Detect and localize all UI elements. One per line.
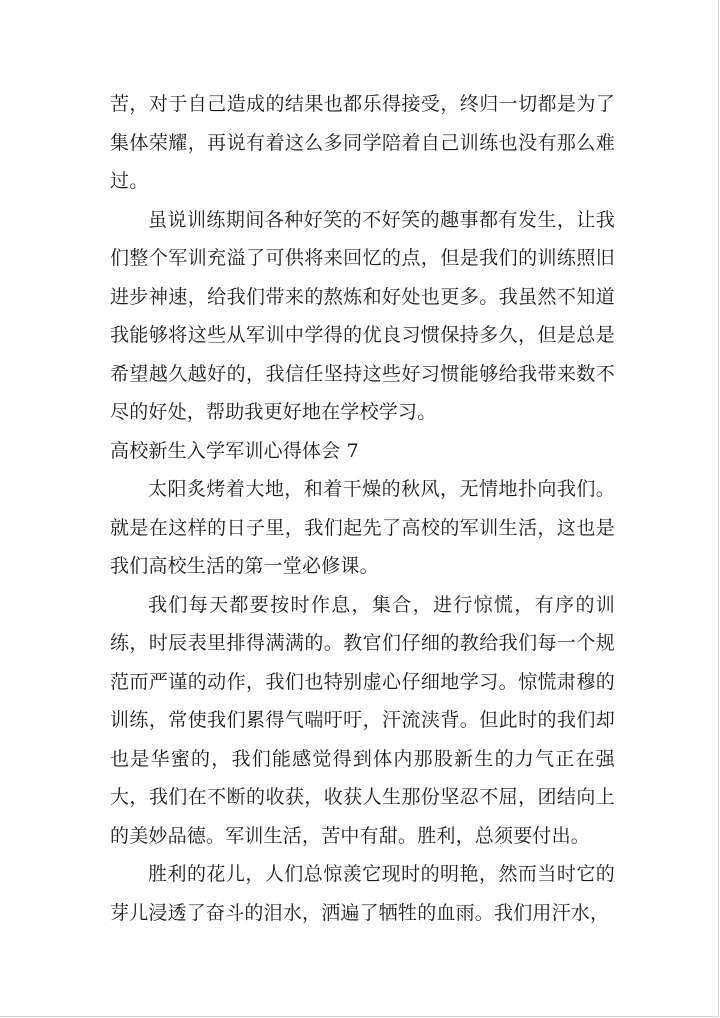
paragraph: 我们每天都要按时作息，集合，进行惊慌，有序的训练，时辰表里排得满满的。教官们仔细的教给我们每一个规范而严谨的动作，我们也特别虚心仔细地学习。惊慌肃穆的训练，常使我们累得气喘吁吁，汗流浃背。但此时的我们却也是华蜜的，我们能感觉得到体内那股新生的力气正在强大，我们在不断的收获，收获人生那份坚忍不屈，团结向上的美妙品德。军训生活，苦中有甜。胜利，总须要付出。 <box>110 593 615 847</box>
paragraph: 胜利的花儿，人们总惊羡它现时的明艳，然而当时它的芽儿浸透了奋斗的泪水，洒遍了牺牲的血雨。我们用汗水， <box>110 863 615 924</box>
paragraph: 虽说训练期间各种好笑的不好笑的趣事都有发生，让我们整个军训充溢了可供将来回忆的点，但是我们的训练照旧进步神速，给我们带来的熬炼和好处也更多。我虽然不知道我能够将这些从军训中学得的优良习惯保持多久，但是总是希望越久越好的，我信任坚持这些好习惯能够给我带来数不尽的好处，帮助我更好地在学校学习。 <box>110 208 615 423</box>
paragraph-continuation: 苦，对于自己造成的结果也都乐得接受，终归一切都是为了集体荣耀，再说有着这么多同学陪着自己训练也没有那么难过。 <box>110 93 615 192</box>
paragraph: 太阳炙烤着大地，和着干燥的秋风，无情地扑向我们。就是在这样的日子里，我们起先了高校的军训生活，这也是我们高校生活的第一堂必修课。 <box>110 478 615 577</box>
section-heading: 高校新生入学军训心得体会 7 <box>110 439 359 462</box>
document-body <box>110 85 615 932</box>
